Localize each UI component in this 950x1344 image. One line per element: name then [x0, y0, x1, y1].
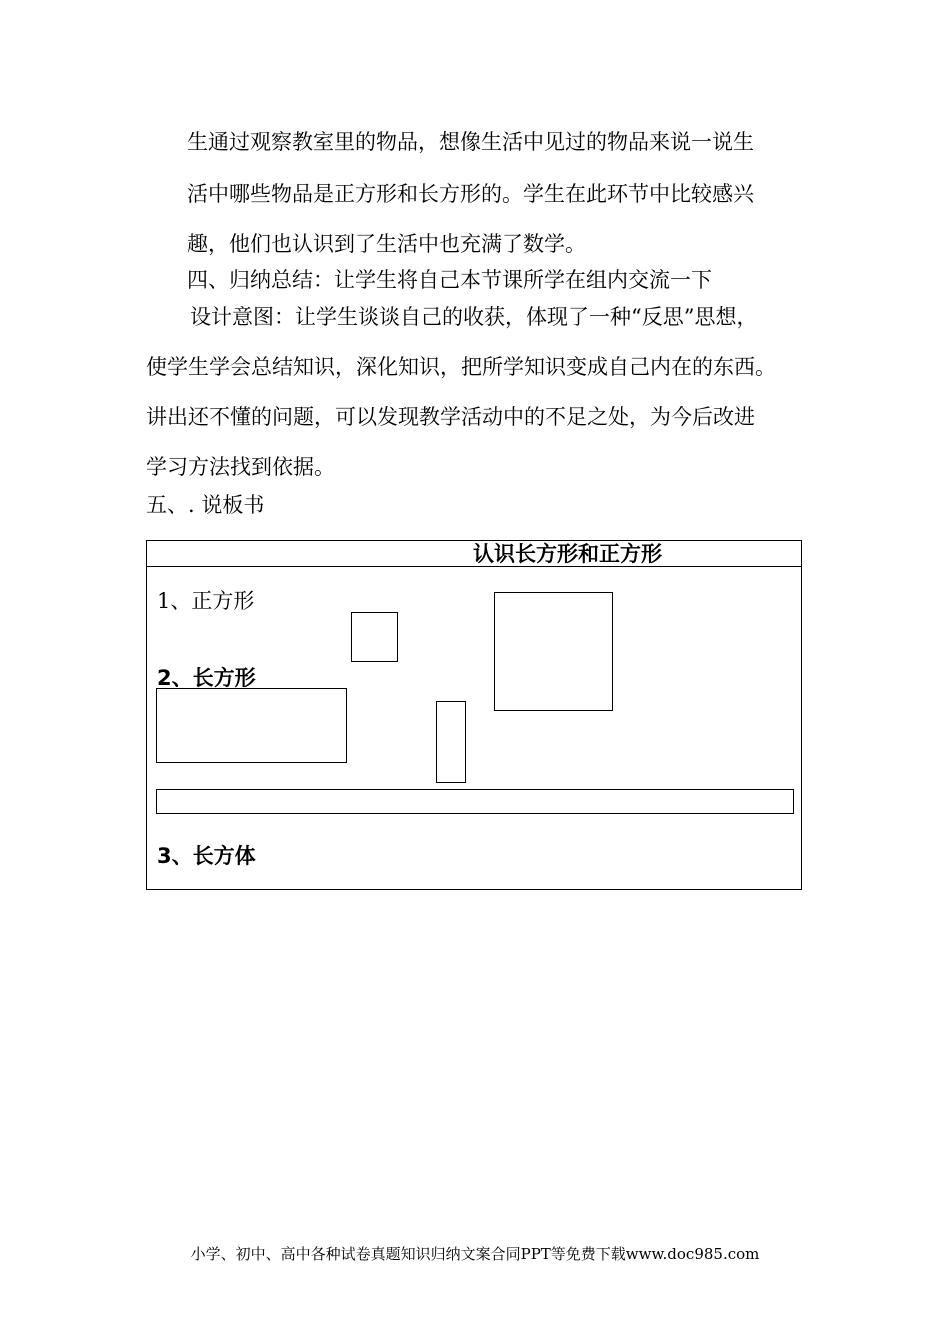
- paragraph-line: 使学生学会总结知识，深化知识，把所学知识变成自己内在的东西。: [146, 355, 776, 379]
- paragraph-line: 学习方法找到依据。: [146, 455, 335, 479]
- horizontal-rectangle-shape: [156, 688, 347, 763]
- board-title-divider: [147, 566, 801, 567]
- paragraph-line: 讲出还不懂的问题，可以发现教学活动中的不足之处，为今后改进: [146, 405, 755, 429]
- paragraph-line: 生通过观察教室里的物品，想像生活中见过的物品来说一说生: [187, 130, 754, 154]
- section-heading-summary: 四、归纳总结：让学生将自己本节课所学在组内交流一下: [187, 268, 712, 292]
- board-title: 认识长方形和正方形: [473, 542, 662, 566]
- vertical-rectangle-shape: [436, 701, 466, 783]
- long-strip-rectangle-shape: [156, 789, 794, 814]
- board-item-rectangle-label: 2、长方形: [157, 666, 256, 690]
- board-item-cuboid-label: 3、长方体: [157, 844, 256, 868]
- small-square-shape: [351, 612, 398, 662]
- page-footer: 小学、初中、高中各种试卷真题知识归纳文案合同PPT等免费下载www.doc985.com: [190, 1245, 760, 1263]
- paragraph-line: 活中哪些物品是正方形和长方形的。学生在此环节中比较感兴: [187, 182, 754, 206]
- board-item-square-label: 1、正方形: [157, 589, 255, 613]
- paragraph-line: 设计意图：让学生谈谈自己的收获，体现了一种“反思”思想，: [190, 305, 758, 329]
- large-square-shape: [494, 592, 613, 711]
- paragraph-line: 趣，他们也认识到了生活中也充满了数学。: [187, 232, 586, 256]
- blackboard-design-box: [146, 540, 802, 890]
- section-heading-blackboard: 五、. 说板书: [146, 493, 265, 517]
